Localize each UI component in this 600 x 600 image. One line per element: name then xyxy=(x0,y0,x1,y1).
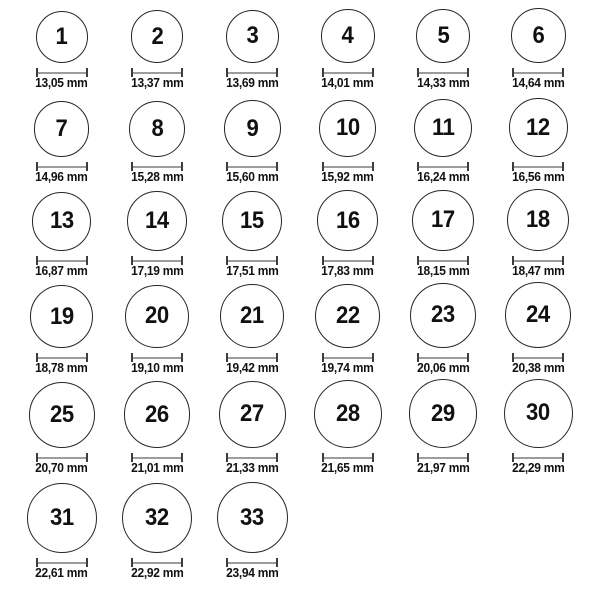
ring-size-number: 26 xyxy=(145,400,169,428)
ring-diameter-label: 17,19 mm xyxy=(130,264,184,278)
ring-size-cell xyxy=(395,184,490,278)
ring-circle xyxy=(410,283,475,348)
ring-size-cell xyxy=(491,184,586,278)
ring-diameter-label: 22,92 mm xyxy=(130,566,184,580)
ring-size-cell xyxy=(109,184,204,278)
ring-circle xyxy=(511,8,566,63)
dimension-line xyxy=(228,562,276,564)
ring-diameter-label: 19,10 mm xyxy=(130,361,184,375)
ring-size-cell xyxy=(109,0,204,90)
dimension-line xyxy=(324,457,372,459)
ring-size-number: 27 xyxy=(240,400,265,428)
ring-size-number: 15 xyxy=(240,206,265,234)
ring-diameter-label: 21,33 mm xyxy=(226,461,279,475)
chart-row xyxy=(14,184,586,278)
chart-row xyxy=(14,278,586,375)
ring-size-cell xyxy=(300,278,395,375)
dimension-line xyxy=(38,166,86,168)
ring-size-number: 9 xyxy=(246,114,259,142)
ring-size-number: 29 xyxy=(431,399,455,427)
ring-size-cell xyxy=(205,184,300,278)
ring-size-cell xyxy=(491,90,586,184)
ring-circle xyxy=(314,380,382,448)
dimension-line xyxy=(419,166,467,168)
ring-diameter-label: 18,47 mm xyxy=(512,264,565,278)
dimension-line xyxy=(228,357,276,359)
ring-size-cell xyxy=(205,375,300,475)
ring-diameter-label: 21,01 mm xyxy=(130,461,184,475)
ring-size-number: 20 xyxy=(145,302,169,330)
ring-size-number: 24 xyxy=(526,301,551,329)
ring-diameter-label: 15,28 mm xyxy=(130,170,184,184)
dimension-line xyxy=(324,357,372,359)
ring-circle xyxy=(124,381,191,448)
ring-diameter-label: 20,70 mm xyxy=(35,461,88,475)
ring-diameter-label: 22,61 mm xyxy=(35,566,88,580)
ring-circle xyxy=(30,285,93,348)
ring-size-cell xyxy=(205,278,300,375)
ring-circle xyxy=(315,284,379,348)
ring-diameter-label: 18,78 mm xyxy=(35,361,88,375)
ring-size-number: 30 xyxy=(526,399,551,427)
ring-diameter-label: 14,01 mm xyxy=(321,76,374,90)
ring-circle xyxy=(505,282,571,348)
ring-size-number: 33 xyxy=(240,503,265,531)
ring-size-number: 13 xyxy=(49,207,74,235)
ring-circle xyxy=(412,190,474,252)
ring-size-cell xyxy=(14,184,109,278)
ring-circle xyxy=(414,99,472,157)
ring-size-cell xyxy=(14,475,109,580)
dimension-line xyxy=(419,260,467,262)
ring-size-number: 21 xyxy=(240,302,265,330)
ring-size-cell xyxy=(109,278,204,375)
ring-size-number: 3 xyxy=(246,22,259,50)
dimension-line xyxy=(133,357,181,359)
ring-size-number: 6 xyxy=(532,21,545,49)
ring-circle xyxy=(29,382,95,448)
ring-diameter-label: 16,56 mm xyxy=(512,170,565,184)
ring-circle xyxy=(129,101,185,157)
dimension-line xyxy=(133,72,181,74)
ring-diameter-label: 20,38 mm xyxy=(512,361,565,375)
ring-size-cell xyxy=(395,278,490,375)
ring-circle xyxy=(226,10,279,63)
dimension-line xyxy=(228,260,276,262)
dimension-line xyxy=(38,357,86,359)
dimension-line xyxy=(38,260,86,262)
dimension-line xyxy=(514,457,562,459)
dimension-line xyxy=(514,357,562,359)
ring-diameter-label: 21,97 mm xyxy=(416,461,470,475)
ring-circle xyxy=(131,10,184,63)
ring-size-number: 17 xyxy=(431,206,455,234)
ring-diameter-label: 13,05 mm xyxy=(35,76,88,90)
ring-size-number: 4 xyxy=(341,22,354,50)
ring-circle xyxy=(504,379,573,448)
dimension-line xyxy=(38,562,86,564)
ring-size-number: 5 xyxy=(437,21,449,49)
dimension-line xyxy=(133,457,181,459)
ring-diameter-label: 13,69 mm xyxy=(226,76,279,90)
ring-size-number: 2 xyxy=(151,22,163,50)
dimension-line xyxy=(324,72,372,74)
ring-size-cell xyxy=(300,0,395,90)
ring-diameter-label: 14,64 mm xyxy=(512,76,565,90)
ring-circle xyxy=(125,285,188,348)
chart-row xyxy=(14,90,586,184)
ring-circle xyxy=(321,9,375,63)
chart-row xyxy=(14,475,586,580)
ring-size-cell xyxy=(14,90,109,184)
ring-circle xyxy=(224,100,281,157)
dimension-line xyxy=(228,72,276,74)
ring-circle xyxy=(409,379,478,448)
ring-diameter-label: 23,94 mm xyxy=(226,566,279,580)
ring-size-cell xyxy=(300,184,395,278)
ring-size-number: 32 xyxy=(145,503,169,531)
ring-size-number: 19 xyxy=(49,302,74,330)
ring-size-cell xyxy=(109,475,204,580)
ring-size-cell xyxy=(14,0,109,90)
ring-size-number: 31 xyxy=(49,504,74,532)
dimension-line xyxy=(419,357,467,359)
dimension-line xyxy=(133,260,181,262)
dimension-line xyxy=(38,72,86,74)
ring-diameter-label: 19,42 mm xyxy=(226,361,279,375)
ring-diameter-label: 21,65 mm xyxy=(321,461,374,475)
ring-diameter-label: 19,74 mm xyxy=(321,361,374,375)
ring-circle xyxy=(219,381,286,448)
ring-circle xyxy=(317,190,378,251)
ring-size-cell xyxy=(491,278,586,375)
dimension-line xyxy=(228,457,276,459)
ring-size-cell xyxy=(395,90,490,184)
ring-size-number: 7 xyxy=(55,115,68,143)
ring-diameter-label: 15,92 mm xyxy=(321,170,374,184)
ring-diameter-label: 14,33 mm xyxy=(416,76,470,90)
ring-diameter-label: 22,29 mm xyxy=(512,461,565,475)
ring-circle xyxy=(122,483,192,553)
ring-size-number: 1 xyxy=(55,23,68,50)
ring-size-cell xyxy=(205,475,300,580)
ring-size-number: 14 xyxy=(145,207,169,235)
ring-size-cell xyxy=(395,375,490,475)
ring-size-cell xyxy=(14,278,109,375)
dimension-line xyxy=(419,72,467,74)
ring-circle xyxy=(220,284,284,348)
chart-row xyxy=(14,0,586,90)
dimension-line xyxy=(38,457,86,459)
ring-size-number: 18 xyxy=(526,205,551,233)
dimension-line xyxy=(133,166,181,168)
ring-diameter-label: 14,96 mm xyxy=(35,170,88,184)
ring-size-number: 23 xyxy=(431,301,455,329)
ring-size-cell xyxy=(109,375,204,475)
dimension-line xyxy=(228,166,276,168)
ring-diameter-label: 16,24 mm xyxy=(416,170,470,184)
ring-diameter-label: 13,37 mm xyxy=(130,76,184,90)
ring-circle xyxy=(222,191,282,251)
ring-diameter-label: 17,83 mm xyxy=(321,264,374,278)
dimension-line xyxy=(324,166,372,168)
ring-circle xyxy=(34,101,90,157)
ring-size-number: 12 xyxy=(526,113,551,141)
ring-size-cell xyxy=(109,90,204,184)
ring-circle xyxy=(416,9,470,63)
dimension-line xyxy=(133,562,181,564)
ring-size-cell xyxy=(14,375,109,475)
ring-diameter-label: 16,87 mm xyxy=(35,264,88,278)
ring-size-cell xyxy=(300,90,395,184)
ring-circle xyxy=(509,98,568,157)
ring-diameter-label: 18,15 mm xyxy=(416,264,470,278)
ring-size-number: 11 xyxy=(431,114,455,142)
ring-size-number: 22 xyxy=(335,301,360,329)
ring-circle xyxy=(319,100,376,157)
ring-size-number: 28 xyxy=(335,399,360,427)
dimension-line xyxy=(419,457,467,459)
ring-size-cell xyxy=(205,0,300,90)
dimension-line xyxy=(514,260,562,262)
ring-size-cell xyxy=(300,375,395,475)
ring-circle xyxy=(217,482,288,553)
ring-diameter-label: 17,51 mm xyxy=(226,264,279,278)
ring-size-cell xyxy=(491,375,586,475)
dimension-line xyxy=(324,260,372,262)
ring-circle xyxy=(27,483,97,553)
ring-circle xyxy=(127,191,187,251)
ring-diameter-label: 15,60 mm xyxy=(226,170,279,184)
ring-size-cell xyxy=(395,0,490,90)
chart-row xyxy=(14,375,586,475)
ring-size-number: 10 xyxy=(335,114,360,142)
ring-size-number: 16 xyxy=(335,206,360,234)
ring-circle xyxy=(32,192,91,251)
ring-circle xyxy=(36,11,88,63)
ring-size-number: 25 xyxy=(49,400,74,428)
ring-size-number: 8 xyxy=(151,114,163,142)
ring-circle xyxy=(507,189,569,251)
ring-diameter-label: 20,06 mm xyxy=(416,361,470,375)
dimension-line xyxy=(514,72,562,74)
ring-size-cell xyxy=(491,0,586,90)
ring-size-cell xyxy=(205,90,300,184)
dimension-line xyxy=(514,166,562,168)
